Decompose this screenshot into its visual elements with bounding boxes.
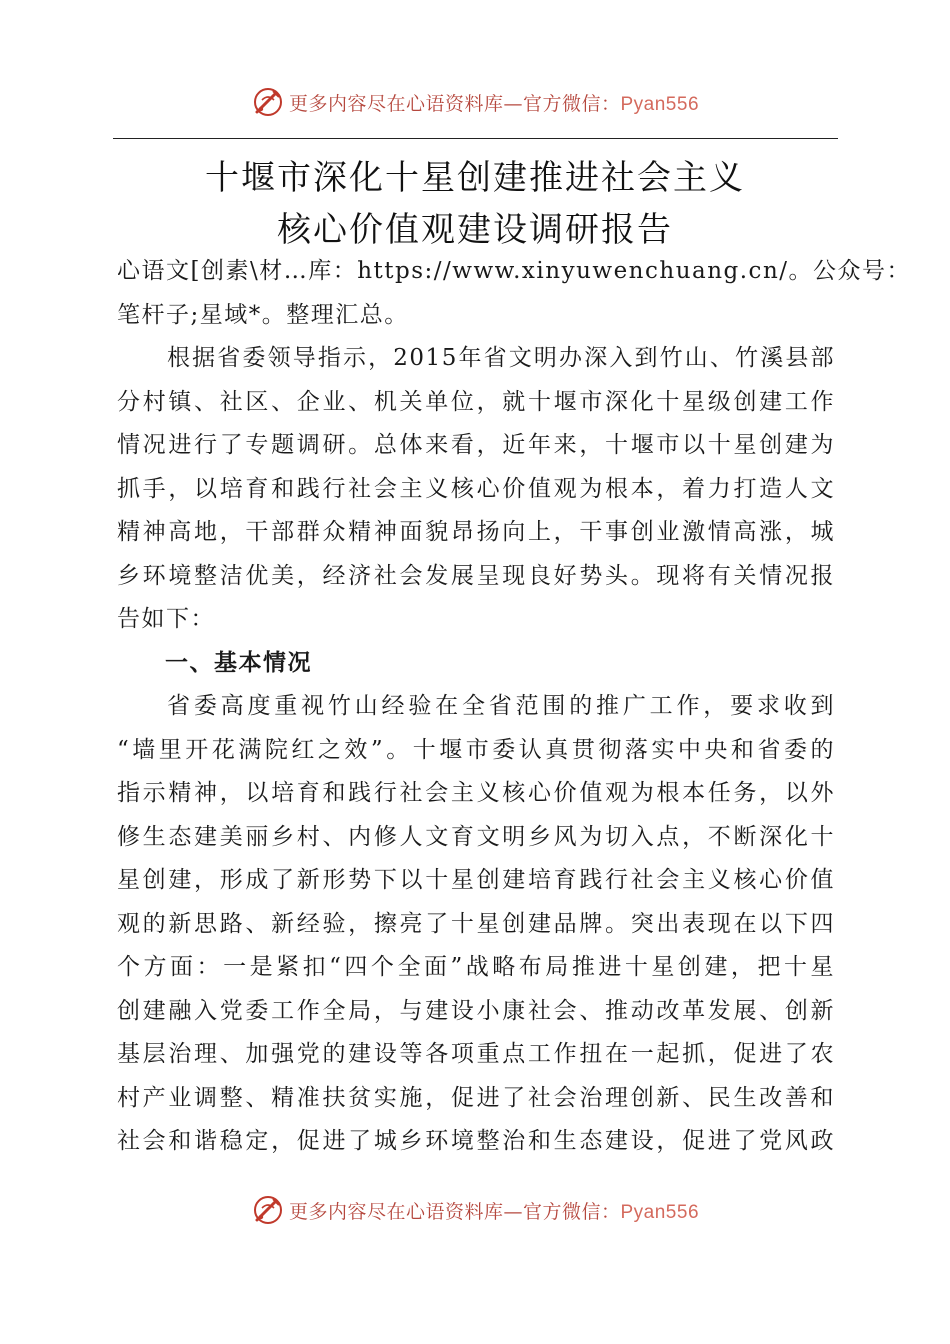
paragraph-line: “墙里开花满院红之效”。十堰市委认真贯彻落实中央和省委的 [117, 736, 835, 763]
paragraph-line: 观的新思路、新经验，擦亮了十星创建品牌。突出表现在以下四 [117, 910, 835, 937]
banner-text [289, 89, 699, 116]
footer-banner [0, 1190, 950, 1230]
banner-dash: — [503, 92, 523, 115]
banner-main-text: 更多内容尽在心语资料库 [288, 92, 504, 115]
banner-text [289, 1197, 699, 1224]
paragraph-line: 乡环境整洁优美，经济社会发展呈现良好势头。现将有关情况报 [117, 562, 835, 589]
paragraph-line: 抓手，以培育和践行社会主义核心价值观为根本，着力打造人文 [117, 475, 835, 502]
banner-wechat-handle: Pyan556 [620, 93, 700, 115]
paragraph-line: 精神高地，干部群众精神面貌昂扬向上，干事创业激情高涨，城 [117, 519, 835, 545]
banner-wechat-handle: Pyan556 [620, 1201, 700, 1223]
paragraph-line: 村产业调整、精准扶贫实施，促进了社会治理创新、民生改善和 [117, 1084, 835, 1111]
page-title-line-1: 十堰市深化十星创建推进社会主义 [205, 158, 745, 198]
paragraph-line: 个方面：一是紧扣“四个全面”战略布局推进十星创建，把十星 [117, 954, 835, 980]
page-title-line-2: 核心价值观建设调研报告 [277, 210, 673, 250]
brand-logo-icon [251, 85, 285, 119]
banner-wechat-label: 官方微信： [522, 92, 621, 115]
header-divider [113, 138, 838, 139]
paragraph-line: 创建融入党委工作全局，与建设小康社会、推动改革发展、创新 [117, 997, 835, 1024]
paragraph-line: 根据省委领导指示，2015年省文明办深入到竹山、竹溪县部 [167, 345, 835, 371]
banner-main-text: 更多内容尽在心语资料库 [288, 1200, 504, 1223]
banner-dash: — [503, 1200, 523, 1223]
paragraph-line: 星创建，形成了新形势下以十星创建培育践行社会主义核心价值 [117, 867, 835, 893]
document-body [117, 250, 912, 1164]
paragraph-line: 分村镇、社区、企业、机关单位，就十堰市深化十星级创建工作 [117, 388, 835, 415]
paragraph-line: 基层治理、加强党的建设等各项重点工作扭在一起抓，促进了农 [117, 1041, 835, 1067]
header-banner [0, 82, 950, 122]
section-heading: 一、基本情况 [165, 649, 312, 676]
paragraph-line: 情况进行了专题调研。总体来看，近年来，十堰市以十星创建为 [117, 432, 835, 458]
paragraph-line: 社会和谐稳定，促进了城乡环境整治和生态建设，促进了党风政 [117, 1128, 835, 1154]
paragraph-line: 告如下： [117, 606, 215, 632]
paragraph-line: 省委高度重视竹山经验在全省范围的推广工作，要求收到 [167, 693, 835, 719]
source-line: 心语文[创素\材…库：https://www.xinyuwenchuang.cn/。公众号： [117, 258, 912, 284]
banner-wechat-label: 官方微信： [522, 1200, 621, 1223]
paragraph-line: 修生态建美丽乡村、内修人文育文明乡风为切入点，不断深化十 [117, 823, 835, 850]
source-line: 笔杆子;星域*。整理汇总。 [117, 301, 409, 328]
paragraph-line: 指示精神，以培育和践行社会主义核心价值观为根本任务，以外 [117, 780, 835, 806]
brand-logo-icon [251, 1193, 285, 1227]
